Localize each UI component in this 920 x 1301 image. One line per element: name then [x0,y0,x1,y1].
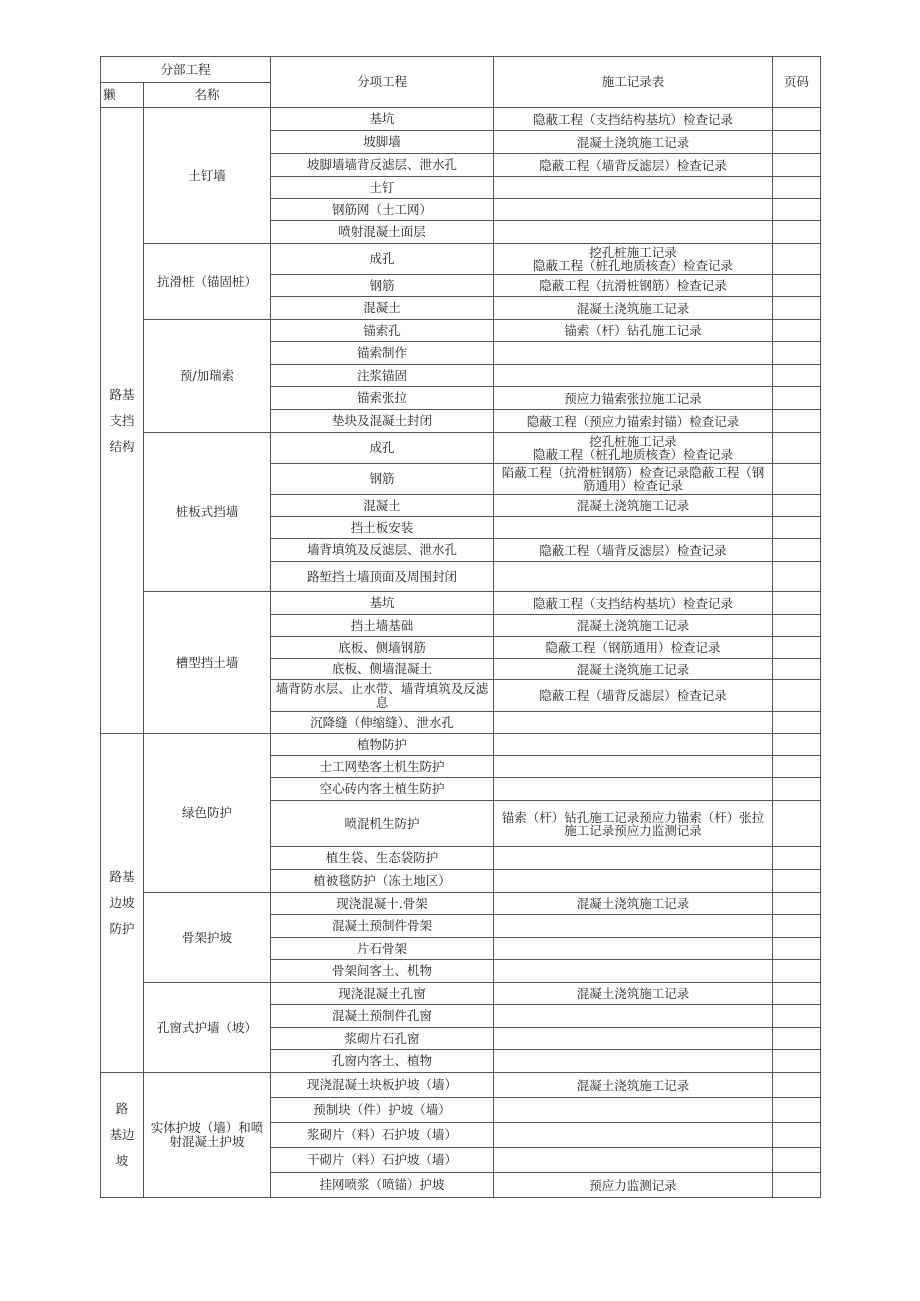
record-cell: 隐蔽工程（支挡结构基坑）检查记录 [494,592,773,615]
record-cell: 隐蔽工程（钢筋通用）检查记录 [494,637,773,659]
subgroup-name: 槽型挡土墙 [144,592,271,734]
page-cell [773,244,821,275]
record-cell: 预应力监测记录 [494,1173,773,1198]
item-cell: 喷射混凝土面层 [271,221,494,244]
record-cell [494,847,773,870]
group-label-line: 基边 [109,1127,135,1142]
page-cell [773,1148,821,1173]
record-cell: 隐蔽工程（墙背反滤层）检查记录 [494,680,773,712]
page-cell [773,1123,821,1148]
item-cell: 基坑 [271,108,494,131]
page-cell [773,870,821,893]
record-cell [494,870,773,893]
group-label-line: 结构 [109,438,135,454]
record-cell: 隐蔽工程（抗滑桩钢筋）检查记录 [494,275,773,297]
subgroup-name: 预/加瑞索 [144,320,271,433]
item-cell: 锚索制作 [271,342,494,365]
table-row [101,320,821,342]
item-cell: 挡土板安装 [271,517,494,539]
record-cell [494,712,773,734]
record-cell [494,1148,773,1173]
item-cell: 现浇混凝十.骨架 [271,893,494,915]
subgroup-name: 绿色防护 [144,734,271,893]
item-cell: 锚索孔 [271,320,494,342]
record-cell: 混凝土浇筑施工记录 [494,893,773,915]
subgroup-name: 孔窗式护墙（坡） [144,983,271,1073]
table-row [101,893,821,915]
item-cell: 现浇混凝土孔窗 [271,983,494,1005]
record-cell [494,1050,773,1073]
record-cell: 混凝土浇筑施工记录 [494,495,773,517]
page-cell [773,1050,821,1073]
page-cell [773,154,821,177]
table-body [101,57,821,1198]
page-cell [773,464,821,495]
item-cell: 士工网垫客土机生防护 [271,756,494,778]
record-cell [494,562,773,592]
page-cell [773,342,821,365]
page-cell [773,712,821,734]
item-cell: 沉降缝（伸缩缝）、泄水孔 [271,712,494,734]
item-cell: 锚索张拉 [271,387,494,410]
table-row [101,1073,821,1098]
page-cell [773,680,821,712]
record-cell [494,960,773,983]
item-cell: 植生袋、生态袋防护 [271,847,494,870]
item-cell: 植被毯防护（冻土地区） [271,870,494,893]
record-cell: 隐蔽工程（预应力锚索封锚）检查记录 [494,410,773,433]
group-label-line: 边坡 [109,895,135,910]
record-cell [494,1123,773,1148]
page-cell [773,221,821,244]
record-cell [494,199,773,221]
item-cell: 孔窗内客土、植物 [271,1050,494,1073]
group-label [101,108,144,734]
record-cell: 锚索（杆）钻孔施工记录 [494,320,773,342]
header-code: 獭 [101,83,144,108]
record-cell: 隐蔽工程（墙背反滤层）检查记录 [494,154,773,177]
page-cell [773,659,821,680]
item-cell: 土钉 [271,177,494,199]
item-cell: 垫块及混凝土封闭 [271,410,494,433]
record-cell [494,221,773,244]
record-cell: 混凝土浇筑施工记录 [494,615,773,637]
item-cell: 坡脚墙 [271,131,494,154]
item-cell: 墙背填筑及反滤层、泄水孔 [271,539,494,562]
page-cell [773,1173,821,1198]
item-cell: 底板、侧墙钢筋 [271,637,494,659]
record-cell: 锚索（杆）钻孔施工记录预应力锚索（杆）张拉施工记录预应力监测记录 [494,801,773,847]
header-row-top [101,57,821,83]
record-cell: 混凝土浇筑施工记录 [494,983,773,1005]
group-label-line: 路基 [109,869,135,884]
item-cell: 混凝土 [271,297,494,320]
page-cell [773,778,821,801]
item-cell: 注浆锚固 [271,365,494,387]
header-page: 页码 [773,57,821,108]
subgroup-name: 土钉墙 [144,108,271,244]
record-cell [494,1028,773,1050]
page-cell [773,893,821,915]
record-cell: 挖孔桩施工记录 隐蔽工程（桩孔地质核查）检查记录 [494,433,773,464]
record-cell [494,915,773,938]
item-cell: 喷混机生防护 [271,801,494,847]
record-cell: 隐蔽工程（墙背反滤层）检查记录 [494,539,773,562]
record-cell: 混凝土浇筑施工记录 [494,297,773,320]
page-cell [773,847,821,870]
page-cell [773,1098,821,1123]
item-cell: 浆砌片（料）石护坡（墙） [271,1123,494,1148]
record-cell: 预应力锚索张拉施工记录 [494,387,773,410]
group-label [101,1073,144,1198]
page-cell [773,320,821,342]
item-cell: 钢筋 [271,275,494,297]
item-cell: 成孔 [271,244,494,275]
subgroup-name: 骨架护坡 [144,893,271,983]
item-cell: 底板、侧墙混凝土 [271,659,494,680]
page-cell [773,387,821,410]
item-cell: 成孔 [271,433,494,464]
group-label-line: 坡 [115,1153,129,1168]
item-cell: 混凝土预制件骨架 [271,915,494,938]
page-cell [773,297,821,320]
table-row [101,983,821,1005]
table-row [101,433,821,464]
page-cell [773,131,821,154]
page-cell [773,1028,821,1050]
record-cell: 混凝土浇筑施工记录 [494,659,773,680]
records-table [100,56,821,1198]
subgroup-name: 实体护坡（墙）和喷射混凝土护坡 [144,1073,271,1198]
record-cell [494,365,773,387]
record-cell: 隐蔽工程（支挡结构基坑）检查记录 [494,108,773,131]
item-cell: 基坑 [271,592,494,615]
page-cell [773,108,821,131]
record-cell [494,734,773,756]
item-cell: 骨架间客土、机物 [271,960,494,983]
header-record: 施工记录表 [494,57,773,108]
subgroup-name: 抗滑桩（锚固桩） [144,244,271,320]
page-cell [773,199,821,221]
header-name: 名称 [144,83,271,108]
page-cell [773,1005,821,1028]
table-row [101,592,821,615]
page-cell [773,734,821,756]
record-cell [494,1098,773,1123]
page-cell [773,495,821,517]
item-cell: 空心砖内客土植生防护 [271,778,494,801]
page-cell [773,365,821,387]
header-item: 分项工程 [271,57,494,108]
page-cell [773,592,821,615]
group-label-line: 路 [115,1101,129,1116]
page-cell [773,517,821,539]
record-cell [494,756,773,778]
page-cell [773,1073,821,1098]
page-cell [773,410,821,433]
item-cell: 挡土墙基础 [271,615,494,637]
subgroup-name: 桩板式挡墙 [144,433,271,592]
table-row [101,108,821,131]
group-label-line: 支挡 [109,412,135,428]
page-cell [773,637,821,659]
record-cell [494,1005,773,1028]
item-cell: 挂网喷浆（喷锚）护坡 [271,1173,494,1198]
page-cell [773,562,821,592]
item-cell: 钢筋 [271,464,494,495]
page-cell [773,801,821,847]
item-cell: 片石骨架 [271,938,494,960]
table-row [101,734,821,756]
page-cell [773,433,821,464]
item-cell: 混凝土 [271,495,494,517]
record-cell: 混凝土浇筑施工记录 [494,1073,773,1098]
header-division: 分部工程 [101,57,271,83]
record-cell [494,517,773,539]
record-cell [494,778,773,801]
item-cell: 现浇混凝土块板护坡（墙） [271,1073,494,1098]
record-cell [494,342,773,365]
item-cell: 钢筋网（土工网） [271,199,494,221]
record-cell: 陷蔽工程（抗滑桩钢筋）检查记录隐蔽工程（钢筋通用）检查记录 [494,464,773,495]
item-cell: 路堑挡土墙顶面及周围封闭 [271,562,494,592]
item-cell: 浆砌片石孔窗 [271,1028,494,1050]
page-cell [773,938,821,960]
page-cell [773,177,821,199]
page-cell [773,915,821,938]
page-cell [773,960,821,983]
item-cell: 预制块（件）护坡（墙） [271,1098,494,1123]
page-cell [773,539,821,562]
page-cell [773,615,821,637]
page-cell [773,275,821,297]
group-label-line: 防护 [109,921,135,936]
record-cell [494,938,773,960]
page-cell [773,756,821,778]
item-cell: 植物防护 [271,734,494,756]
item-cell: 干砌片（料）石护坡（墙） [271,1148,494,1173]
group-label-line: 路基 [109,386,135,402]
record-cell: 混凝土浇筑施工记录 [494,131,773,154]
group-label [101,734,144,1073]
table-row [101,244,821,275]
page-cell [773,983,821,1005]
item-cell: 墙背防水层、止水带、墙背填筑及反滤息 [271,680,494,712]
item-cell: 混凝土预制件孔窗 [271,1005,494,1028]
item-cell: 坡脚墙墙背反滤层、泄水孔 [271,154,494,177]
record-cell: 挖孔桩施工记录 隐蔽工程（桩孔地质核查）检查记录 [494,244,773,275]
record-cell [494,177,773,199]
